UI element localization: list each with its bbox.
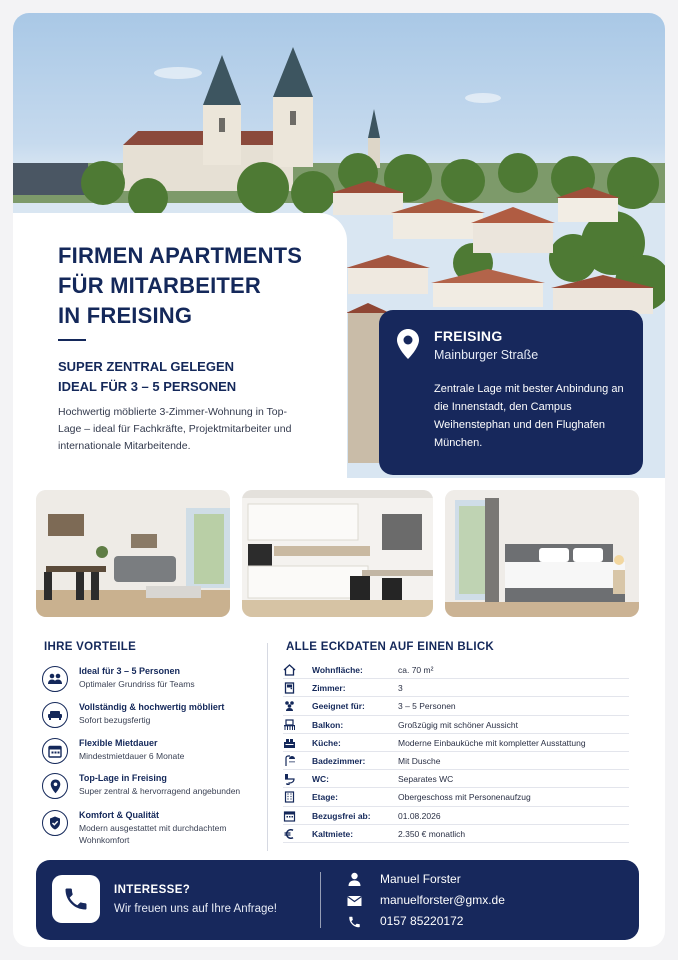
facts-value: 2.350 € monatlich <box>398 828 466 839</box>
subhead-line-2: IDEAL FÜR 3 – 5 PERSONEN <box>58 379 237 394</box>
headline-rule <box>58 339 86 341</box>
people-icon <box>42 666 68 692</box>
column-divider <box>267 643 268 851</box>
calendar-icon <box>42 738 68 764</box>
contact-divider <box>320 872 321 928</box>
benefit-sub: Mindestmietdauer 6 Monate <box>79 751 185 761</box>
bedroom-photo <box>445 490 639 617</box>
facts-value: Obergeschoss mit Personenaufzug <box>398 792 531 803</box>
facts-row <box>283 716 629 734</box>
benefit-title: Komfort & Qualität <box>79 810 159 820</box>
facts-key: Geeignet für: <box>312 701 365 712</box>
contact-title: INTERESSE? <box>114 884 191 896</box>
subhead <box>58 357 236 397</box>
benefit-title: Top-Lage in Freising <box>79 773 167 783</box>
benefit-title: Vollständig & hochwertig möbliert <box>79 702 225 712</box>
facts-key: Bezugsfrei ab: <box>312 810 371 821</box>
facts-value: 3 – 5 Personen <box>398 701 456 712</box>
facts-key: WC: <box>312 774 329 785</box>
headline-line-1: FIRMEN APARTMENTS <box>58 243 303 268</box>
euro-icon <box>283 828 296 840</box>
benefit-sub: Optimaler Grundriss für Teams <box>79 679 195 689</box>
map-pin-icon <box>42 773 68 799</box>
facts-title: ALLE ECKDATEN AUF EINEN BLICK <box>286 641 495 653</box>
building-icon <box>283 791 296 803</box>
facts-value: Separates WC <box>398 774 454 785</box>
facts-row <box>283 734 629 752</box>
location-city: FREISING <box>434 328 503 344</box>
facts-row <box>283 697 629 715</box>
facts-value: Moderne Einbauküche mit kompletter Ausstattung <box>398 737 586 748</box>
facts-value: Großzügig mit schöner Aussicht <box>398 719 518 730</box>
subhead-line-1: SUPER ZENTRAL GELEGEN <box>58 359 235 374</box>
facts-key: Küche: <box>312 737 341 748</box>
calendar-icon <box>283 810 296 822</box>
headline-line-2: FÜR MITARBEITER <box>58 273 262 298</box>
benefit-item <box>42 702 262 734</box>
contact-subtitle: Wir freuen uns auf Ihre Anfrage! <box>114 903 278 915</box>
facts-key: Etage: <box>312 792 338 803</box>
headline <box>58 241 302 331</box>
kitchen-photo <box>242 490 433 617</box>
benefits-title: IHRE VORTEILE <box>44 641 137 653</box>
facts-value: 3 <box>398 683 403 694</box>
facts-row <box>283 661 629 679</box>
contact-phone[interactable]: 0157 85220172 <box>380 914 464 928</box>
facts-table <box>283 661 629 843</box>
location-box <box>379 310 643 475</box>
facts-key: Kaltmiete: <box>312 828 354 839</box>
phone-tile[interactable] <box>52 875 100 923</box>
facts-key: Badezimmer: <box>312 755 366 766</box>
facts-value: 01.08.2026 <box>398 810 441 821</box>
benefit-item <box>42 810 262 845</box>
shower-icon <box>283 755 296 767</box>
headline-line-3: IN FREISING <box>58 303 193 328</box>
benefit-sub: Modern ausgestattet mit durchdachtem Wohnkomfort <box>79 823 227 845</box>
facts-row <box>283 752 629 770</box>
benefit-title: Flexible Mietdauer <box>79 738 158 748</box>
facts-value: ca. 70 m² <box>398 665 434 675</box>
phone-icon <box>62 885 90 913</box>
group-icon <box>283 700 296 712</box>
benefit-item <box>42 738 262 770</box>
benefit-sub: Sofort bezugsfertig <box>79 715 151 725</box>
benefit-sub: Super zentral & hervorragend angebunden <box>79 786 241 796</box>
benefit-title: Ideal für 3 – 5 Personen <box>79 666 181 676</box>
contact-bar <box>36 860 639 940</box>
living-room-photo <box>36 490 230 617</box>
door-icon <box>283 682 296 694</box>
facts-row <box>283 825 629 843</box>
person-icon <box>347 872 362 886</box>
sofa-icon <box>42 702 68 728</box>
house-icon <box>283 664 296 676</box>
location-pin-icon <box>396 328 420 365</box>
contact-name: Manuel Forster <box>380 872 461 886</box>
facts-key: Zimmer: <box>312 683 346 694</box>
intro-text: Hochwertig möblierte 3-Zimmer-Wohnung in Top-Lage – ideal für Fachkräfte, Projektmitarbeiter und internationale Mitarbeitende. <box>58 406 292 452</box>
facts-value: Mit Dusche <box>398 755 441 766</box>
balcony-icon <box>283 719 296 731</box>
contact-email[interactable]: manuelforster@gmx.de <box>380 893 505 907</box>
benefit-item <box>42 773 262 805</box>
location-street: Mainburger Straße <box>434 348 539 362</box>
expose-sheet <box>13 13 665 947</box>
facts-row <box>283 807 629 825</box>
facts-key: Wohnfläche: <box>312 665 363 675</box>
toilet-icon <box>283 773 296 785</box>
mail-icon <box>347 894 362 908</box>
facts-row <box>283 788 629 806</box>
shield-check-icon <box>42 810 68 836</box>
kitchen-icon <box>283 737 296 749</box>
benefit-item <box>42 666 262 698</box>
facts-row <box>283 679 629 697</box>
location-text: Zentrale Lage mit bester Anbindung an die Innenstadt, den Campus Weihenstephan und den Flughafen München. <box>434 383 624 449</box>
phone-small-icon <box>347 915 362 929</box>
facts-key: Balkon: <box>312 719 344 730</box>
facts-row <box>283 770 629 788</box>
